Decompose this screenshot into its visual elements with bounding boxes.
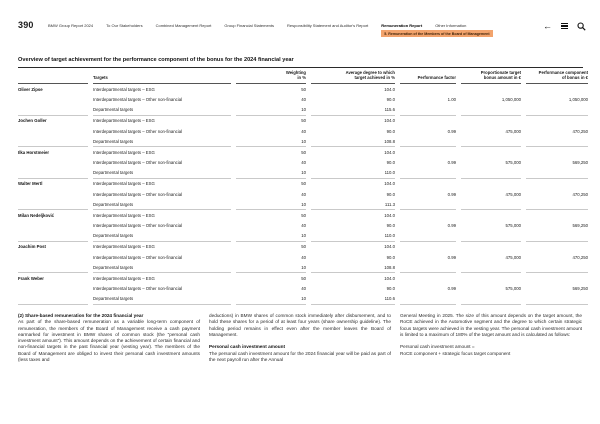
component-cell: 470,250 (572, 191, 588, 197)
table-row (18, 284, 588, 295)
component-cell (526, 147, 588, 158)
factor-cell (400, 84, 456, 95)
table-row (18, 242, 588, 253)
factor-cell: 0.99 (447, 128, 456, 134)
factor-cell (400, 263, 456, 274)
body-text-section (18, 313, 583, 363)
achievement-cell: 104.0 (384, 149, 395, 155)
factor-cell (400, 200, 456, 211)
table-row (18, 84, 588, 95)
achievement-cell: 104.0 (384, 86, 395, 92)
factor-cell (400, 137, 456, 148)
paragraph: As part of the share-based remuneration as a variable long-term component of remuneration, the members of the Board of Management receive a cash payment earmarked for investment in BMW shares of common stock (the “personal cash investment amount”). This amount depends on the achievement of certain financial and non-financial targets in the past financial year (vesting year). The members of the Board of Management are obliged to invest their personal cash investment amounts (less taxes and (18, 319, 200, 363)
factor-cell: 0.99 (447, 286, 456, 292)
proportionate-cell (461, 294, 521, 305)
paragraph: deductions) in BMW shares of common stock immediately after disbursement, and to hold these shares for a period of at least four years (share ownership guideline). The holding period remains in effect even after the member leaves the Board of Management. (209, 313, 391, 337)
proportionate-cell (461, 116, 521, 127)
table-row (18, 95, 588, 106)
achievement-cell: 110.0 (311, 231, 395, 242)
factor-cell (400, 294, 456, 305)
target-label-cell: Interdepartmental targets – Other non-financial (93, 128, 183, 134)
board-member-name: Oliver Zipse (18, 84, 88, 116)
factor-cell: 1.00 (447, 97, 456, 103)
component-cell (526, 116, 588, 127)
component-cell (526, 168, 588, 179)
component-cell (526, 273, 588, 284)
table-row (18, 200, 588, 211)
board-member-name: Ilka Horstmeier (18, 147, 88, 179)
proportionate-cell (461, 179, 521, 190)
weighting-cell: 10 (236, 105, 306, 116)
proportionate-cell (461, 105, 521, 116)
factor-cell (400, 273, 456, 284)
component-cell (526, 231, 588, 242)
weighting-cell: 40 (301, 286, 306, 292)
proportionate-cell (461, 231, 521, 242)
nav-item-remuneration-report[interactable]: Remuneration Report 5. Remuneration of the Members of the Board of Management (381, 23, 422, 28)
achievement-cell: 104.0 (384, 212, 395, 218)
table-row (18, 126, 588, 137)
achievement-cell: 90.0 (386, 191, 395, 197)
achievement-cell: 110.0 (311, 168, 395, 179)
target-label-cell: Interdepartmental targets – Other non-financial (93, 286, 183, 292)
table-of-contents-icon[interactable] (561, 21, 568, 31)
proportionate-column-header: Proportionate target bonus amount in € (461, 68, 521, 84)
weighting-cell: 40 (301, 160, 306, 166)
text-column-3 (400, 313, 582, 363)
target-label-cell: Interdepartmental targets – Other non-financial (93, 223, 183, 229)
nav-item-combined-management-report[interactable]: Combined Management Report (155, 23, 212, 28)
table-row (18, 273, 588, 284)
achievement-cell: 104.0 (384, 275, 395, 281)
component-cell: 569,250 (572, 286, 588, 292)
proportionate-cell (461, 210, 521, 221)
factor-cell (400, 105, 456, 116)
achievement-cell: 115.6 (311, 105, 395, 116)
factor-cell (400, 147, 456, 158)
component-cell (526, 179, 588, 190)
factor-column-header: Performance factor (400, 68, 456, 84)
target-label-cell: Interdepartmental targets – ESG (93, 86, 155, 92)
weighting-column-header: Weighting in % (236, 68, 306, 84)
factor-cell (400, 168, 456, 179)
proportionate-cell (461, 137, 521, 148)
target-label-cell: Interdepartmental targets – ESG (93, 149, 155, 155)
table-row (18, 158, 588, 169)
table-row (18, 263, 588, 274)
search-icon[interactable] (577, 21, 586, 31)
factor-cell (400, 231, 456, 242)
achievement-cell: 90.0 (386, 128, 395, 134)
achievement-cell: 108.8 (311, 137, 395, 148)
component-cell: 569,250 (572, 223, 588, 229)
table-row (18, 137, 588, 148)
target-label-cell: Interdepartmental targets – Other non-financial (93, 191, 183, 197)
target-label-cell: Departmental targets (93, 200, 231, 211)
table-row (18, 189, 588, 200)
formula-line-2: RoCE component + strategic focus target component (400, 350, 511, 356)
weighting-cell: 50 (301, 181, 306, 187)
nav-item-bmw-group-report-2024[interactable]: BMW Group Report 2024 (48, 23, 94, 28)
achievement-cell: 104.0 (384, 118, 395, 124)
weighting-cell: 10 (236, 231, 306, 242)
factor-cell: 0.99 (447, 160, 456, 166)
weighting-cell: 50 (301, 149, 306, 155)
proportionate-cell: 575,000 (505, 160, 521, 166)
achievement-cell: 104.0 (384, 181, 395, 187)
weighting-cell: 10 (236, 200, 306, 211)
board-member-name: Jochen Goller (18, 116, 88, 148)
factor-cell (400, 210, 456, 221)
factor-cell: 0.99 (447, 254, 456, 260)
table-row (18, 105, 588, 116)
component-cell (526, 210, 588, 221)
target-label-cell: Departmental targets (93, 137, 231, 148)
board-member-name: Milan Nedeljković (18, 210, 88, 242)
table-row (18, 147, 588, 158)
weighting-cell: 10 (236, 168, 306, 179)
component-cell (526, 105, 588, 116)
page-number: 390 (18, 20, 34, 30)
target-label-cell: Departmental targets (93, 105, 231, 116)
achievement-cell: 90.0 (386, 160, 395, 166)
component-cell: 470,250 (572, 254, 588, 260)
bonus-table-body (18, 84, 588, 305)
weighting-cell: 10 (236, 294, 306, 305)
target-label-cell: Interdepartmental targets – Other non-financial (93, 97, 183, 103)
component-cell (526, 200, 588, 211)
component-cell (526, 137, 588, 148)
weighting-cell: 40 (301, 223, 306, 229)
achievement-cell: 111.3 (311, 200, 395, 211)
table-row (18, 116, 588, 127)
target-label-cell: Interdepartmental targets – ESG (93, 181, 155, 187)
proportionate-cell (461, 242, 521, 253)
text-column-2 (209, 313, 391, 363)
weighting-cell: 50 (301, 275, 306, 281)
table-row (18, 179, 588, 190)
proportionate-cell (461, 273, 521, 284)
proportionate-cell (461, 168, 521, 179)
nav-item-to-our-stakeholders[interactable]: To Our Stakeholders (106, 23, 143, 28)
achievement-cell: 90.0 (386, 223, 395, 229)
section-heading: (2) Share-based remuneration for the 2024 financial year (18, 313, 144, 318)
weighting-cell: 50 (301, 244, 306, 250)
target-label-cell: Interdepartmental targets – ESG (93, 118, 155, 124)
table-row (18, 294, 588, 305)
table-row (18, 168, 588, 179)
table-row (18, 221, 588, 232)
weighting-cell: 50 (301, 118, 306, 124)
factor-cell (400, 116, 456, 127)
weighting-cell: 50 (301, 86, 306, 92)
weighting-cell: 10 (236, 263, 306, 274)
target-label-cell: Departmental targets (93, 168, 231, 179)
proportionate-cell: 1,050,000 (501, 97, 521, 103)
average-column-header: Average degree to which target achieved in % (311, 68, 395, 84)
table-title: Overview of target achievement for the performance component of the bonus for the 2024 financial year (18, 57, 294, 63)
target-label-cell: Interdepartmental targets – ESG (93, 212, 155, 218)
proportionate-cell (461, 147, 521, 158)
board-member-name: Frank Weber (18, 273, 88, 305)
component-cell: 1,050,000 (568, 97, 588, 103)
nav-item-group-financial-statements[interactable]: Group Financial Statements (224, 23, 275, 28)
name-column-header (18, 68, 88, 84)
component-cell: 569,250 (572, 160, 588, 166)
weighting-cell: 50 (301, 212, 306, 218)
factor-cell: 0.99 (447, 191, 456, 197)
component-cell (526, 242, 588, 253)
board-member-name: Walter Mertl (18, 179, 88, 211)
weighting-cell: 40 (301, 128, 306, 134)
formula-line-1: Personal cash investment amount = (400, 344, 475, 350)
target-label-cell: Interdepartmental targets – ESG (93, 244, 155, 250)
component-column-header: Performance component of bonus in € (526, 68, 588, 84)
header-icons (543, 21, 586, 31)
weighting-cell: 40 (301, 97, 306, 103)
achievement-cell: 90.0 (386, 286, 395, 292)
target-label-cell: Interdepartmental targets – Other non-financial (93, 160, 183, 166)
target-label-cell: Departmental targets (93, 231, 231, 242)
achievement-cell: 90.0 (386, 97, 395, 103)
paragraph: General Meeting in 2025. The size of this amount depends on the target amount, the RoCE achieved in the Automotive segment and the degree to which certain strategic focus targets were achieved in the vesting year. The personal cash investment amount is limited to a maximum of 180% of the target amount and is calculated as follows: (400, 313, 582, 337)
nav-item-other-information[interactable]: Other Information (435, 23, 467, 28)
board-member-name: Joachim Post (18, 242, 88, 274)
table-row (18, 231, 588, 242)
nav-item-responsibility-statement-and-auditor-s-report[interactable]: Responsibility Statement and Auditor's Report (287, 23, 369, 28)
proportionate-cell: 475,000 (505, 191, 521, 197)
proportionate-cell: 475,000 (505, 254, 521, 260)
factor-cell: 0.99 (447, 223, 456, 229)
table-row (18, 252, 588, 263)
back-arrow-icon[interactable]: ← (543, 20, 552, 31)
proportionate-cell (461, 263, 521, 274)
weighting-cell: 40 (301, 191, 306, 197)
component-cell (526, 263, 588, 274)
targets-column-header: Targets (93, 68, 231, 84)
table-header-row (18, 68, 588, 84)
bonus-target-achievement-table (13, 68, 593, 305)
component-cell: 470,250 (572, 128, 588, 134)
proportionate-cell: 475,000 (505, 128, 521, 134)
paragraph: The personal cash investment amount for the 2024 financial year will be paid as part of the next payroll run after the Annual (209, 350, 391, 363)
weighting-cell: 40 (301, 254, 306, 260)
target-label-cell: Departmental targets (93, 263, 231, 274)
target-label-cell: Interdepartmental targets – Other non-financial (93, 254, 183, 260)
top-navigation (48, 23, 490, 36)
achievement-cell: 90.0 (386, 254, 395, 260)
subnav-highlight-tag[interactable]: 5. Remuneration of the Members of the Board of Management (381, 30, 492, 37)
component-cell (526, 294, 588, 305)
table-row (18, 210, 588, 221)
proportionate-cell: 575,000 (505, 286, 521, 292)
weighting-cell: 10 (236, 137, 306, 148)
achievement-cell: 108.8 (311, 263, 395, 274)
proportionate-cell (461, 200, 521, 211)
factor-cell (400, 179, 456, 190)
target-label-cell: Departmental targets (93, 294, 231, 305)
target-label-cell: Interdepartmental targets – ESG (93, 275, 155, 281)
component-cell (526, 84, 588, 95)
subsection-heading: Personal cash investment amount (209, 344, 286, 350)
text-column-1 (18, 313, 200, 363)
achievement-cell: 104.0 (384, 244, 395, 250)
page-header (18, 20, 586, 42)
factor-cell (400, 242, 456, 253)
proportionate-cell: 575,000 (505, 223, 521, 229)
proportionate-cell (461, 84, 521, 95)
achievement-cell: 110.6 (311, 294, 395, 305)
